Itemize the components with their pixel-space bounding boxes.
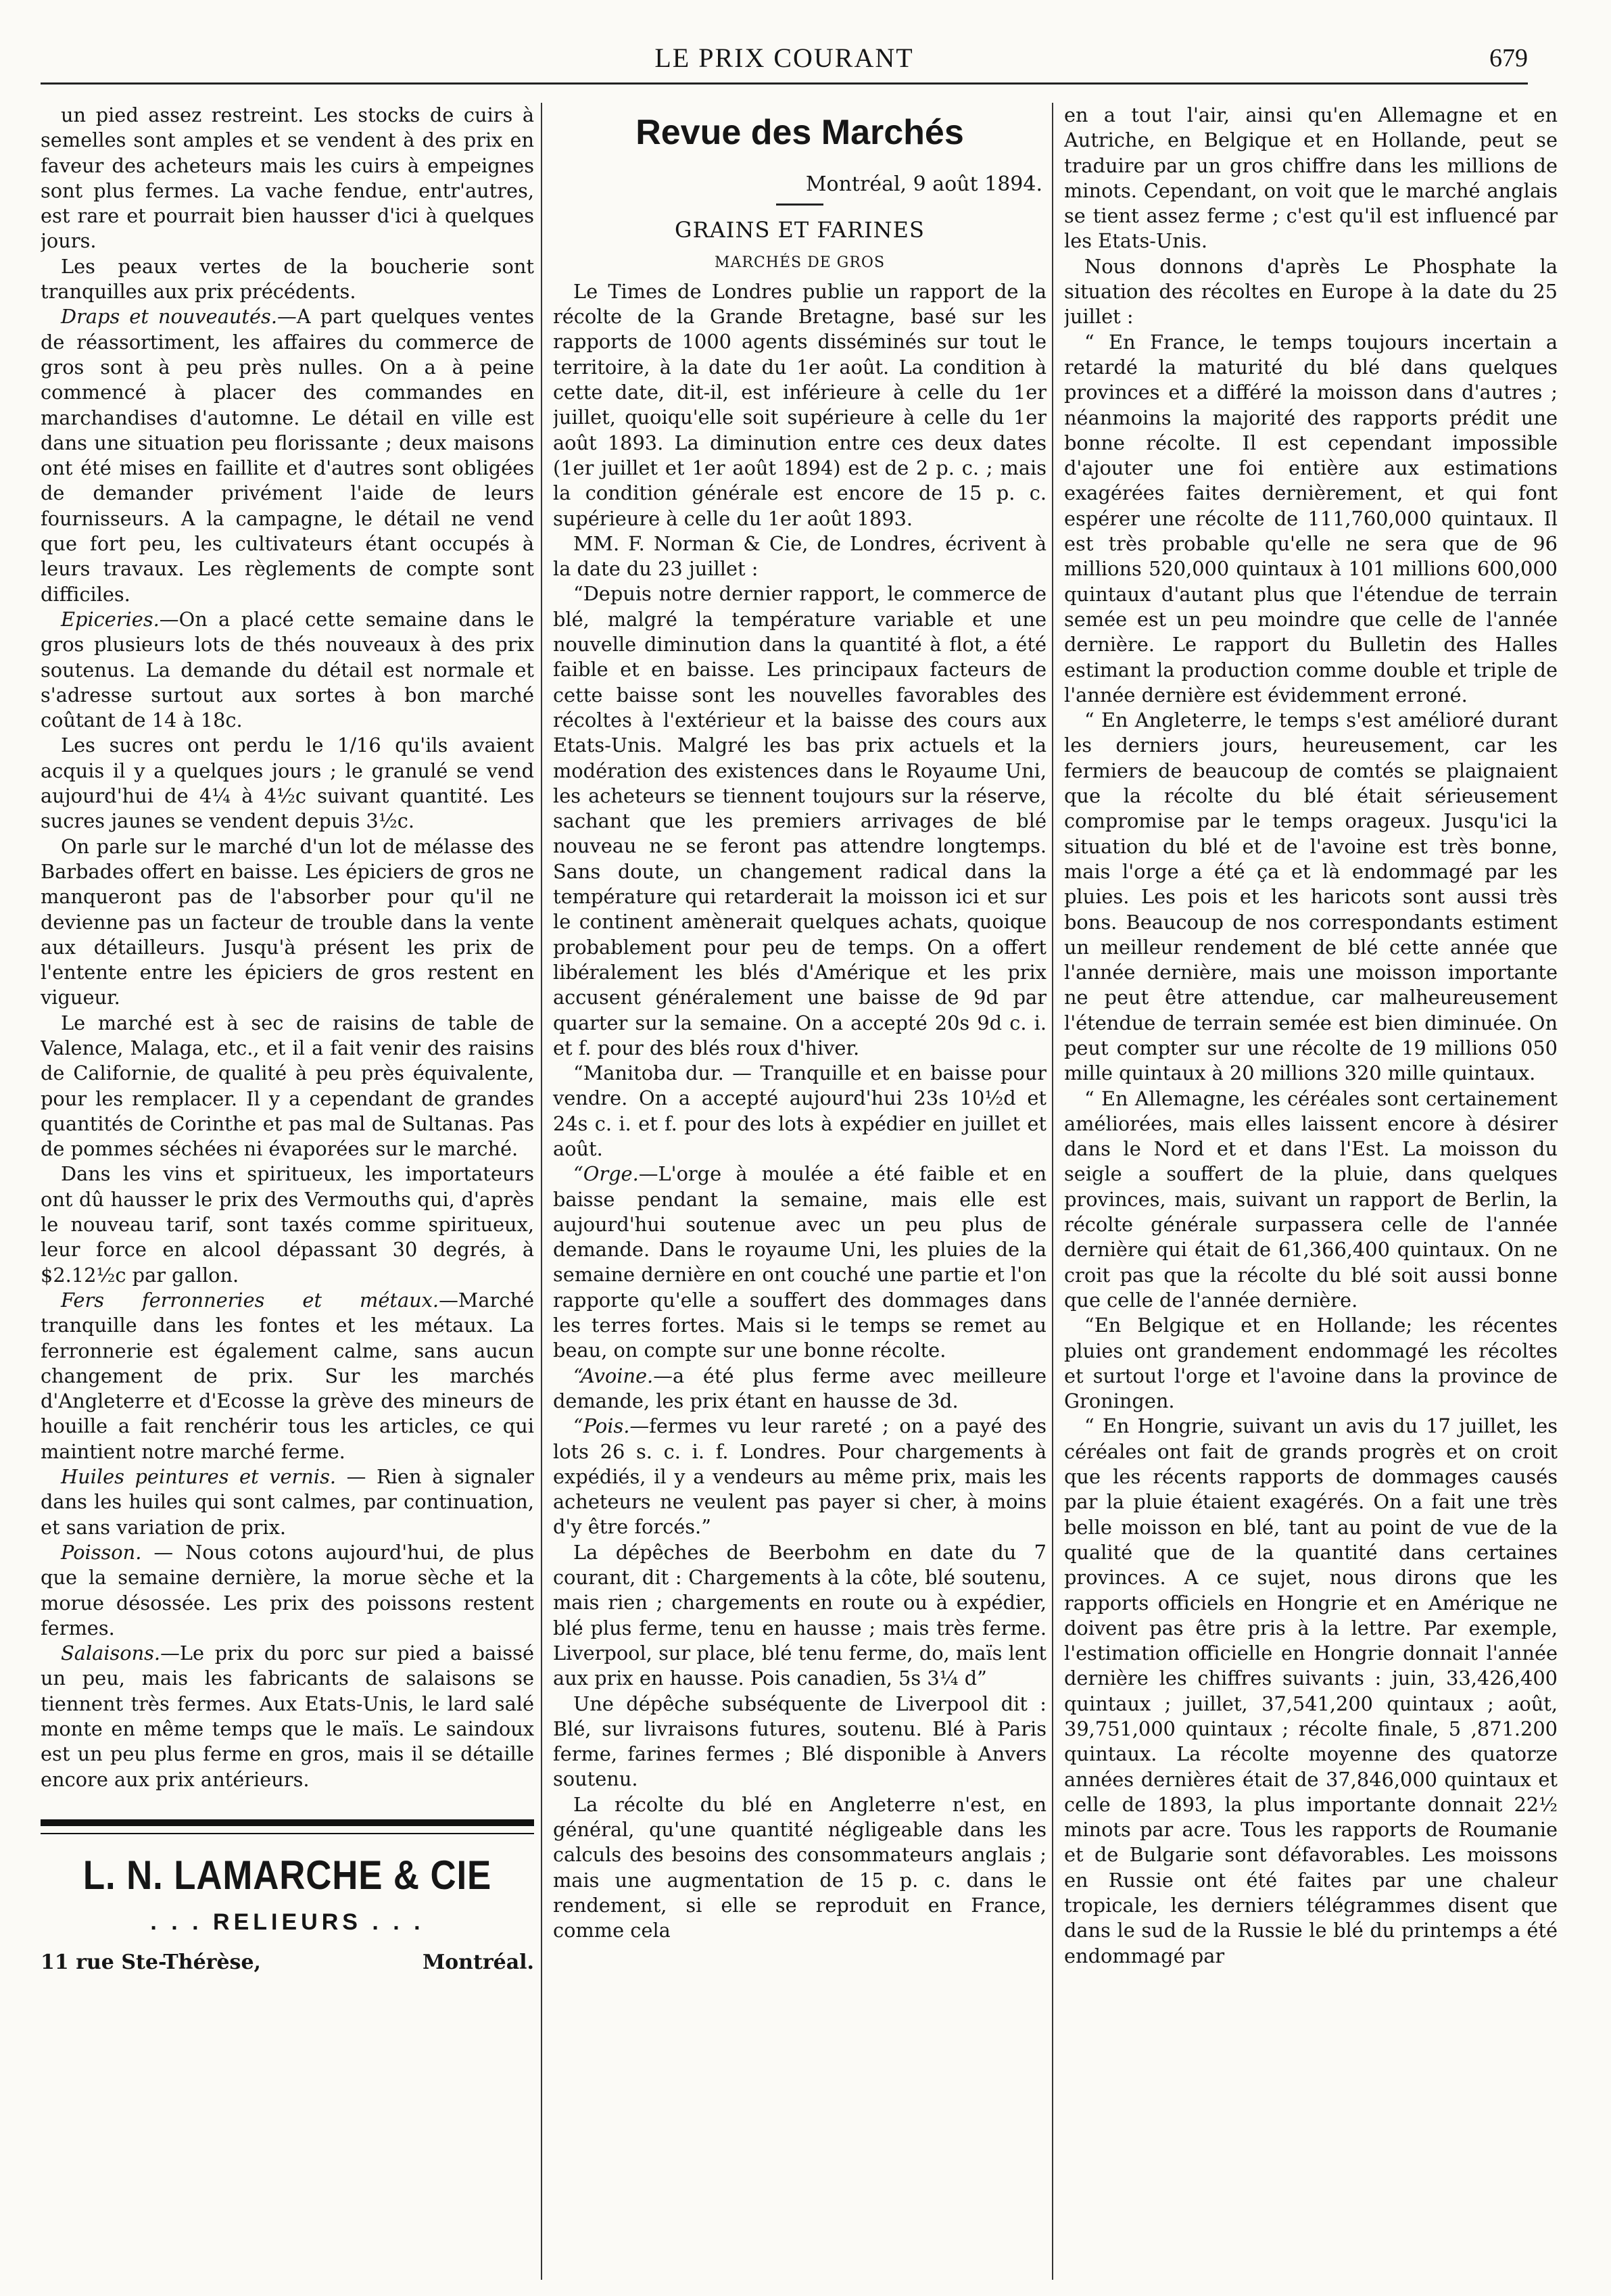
- column-right: [1064, 103, 1558, 2280]
- paragraph: [553, 1364, 1047, 1414]
- paragraph-lead: Poisson.: [61, 1540, 142, 1564]
- paragraph-text: “Manitoba dur. — Tranquille et en baisse pour vendre. On a accepté aujourd'hui 23s 10½d et 24s c. i. et f. pour des lots à expédier en juillet et août.: [553, 1061, 1047, 1160]
- paragraph-text: —Le prix du porc sur pied a baissé un peu, mais les fabricants de salaisons se tiennent très fermes. Aux Etats-Unis, le lard salé monte en même temps que le maïs. Le saindoux est un peu plus ferme en gros, mais il se détaille encore aux prix antérieurs.: [41, 1642, 534, 1791]
- paragraph: [553, 531, 1047, 582]
- paragraph-text: —A part quelques ventes de réassortiment, les affaires du commerce de gros sont à peu près nulles. On a à peine commencé à placer des commandes en marchandises d'automne. Le détail en ville est dans une situation peu florissante ; deux maisons ont été mises en faillite et d'autres sont obligées de demander privément l'aide de leurs fournisseurs. A la campagne, le détail ne vend que fort peu, les cultivateurs étant occupés à leurs travaux. Les règlements de compte sont difficiles.: [41, 305, 534, 606]
- paragraph-text: “Depuis notre dernier rapport, le commerce de blé, malgré la température variable et une nouvelle diminution dans la quantité à flot, a été faible et en baisse. Les principaux facteurs de cette baisse sont les nouvelles favorables des récoltes à l'extérieur et la baisse des cours aux Etats-Unis. Malgré les bas prix actuels et la modération des existences dans le Royaume Uni, les acheteurs se tiennent toujours sur la réserve, sachant que les premiers arrivages de blé nouveau ne se feront pas attendre longtemps. Sans doute, un changement radical dans la température qui retarderait la moisson ici et sur le continent amènerait quelques achats, quoique probablement pour peu de temps. On a offert libéralement les blés d'Amérique et les prix accusent généralement une baisse de 9d par quarter sur la semaine. On a accepté 20s 9d c. i. et f. pour des blés roux d'hiver.: [553, 582, 1047, 1059]
- paragraph: [41, 1464, 534, 1540]
- paragraph-text: Le marché est à sec de raisins de table de Valence, Malaga, etc., et il a fait venir des raisins de Californie, de qualité à peu près équivalente, pour les remplacer. Il y a cependant de grandes quantités de Corinthe et pas mal de Sultanas. Pas de pommes séchées ni évaporées sur le marché.: [41, 1011, 534, 1161]
- paragraph: [1064, 1414, 1558, 1969]
- paragraph-text: “ En Allemagne, les céréales sont certainement améliorées, mais elles laissent encore à désirer dans le Nord et et dans l'Est. La moisson du seigle a souffert de la pluie, dans quelques provinces, mais, suivant un rapport de Berlin, la récolte générale surpassera celle de l'année dernière qui était de 61,366,400 quintaux. On ne croit pas que la récolte du blé soit aussi bonne que celle de l'année dernière.: [1064, 1086, 1558, 1312]
- paragraph-text: Les peaux vertes de la boucherie sont tranquilles aux prix précédents.: [41, 254, 534, 304]
- paragraph: [553, 279, 1047, 531]
- paragraph: [41, 304, 534, 607]
- paragraph: [1064, 254, 1558, 330]
- paragraph-text: La dépêches de Beerbohm en date du 7 courant, dit : Chargements à la côte, blé soutenu, mais rien ; chargements en route ou à expédier, blé plus ferme, tenu en hausse ; mais très ferme. Liverpool, sur place, blé tenu ferme, do, maïs lent aux prix en hausse. Pois canadien, 5s 3¼ d”: [553, 1540, 1047, 1690]
- paragraph-text: — Nous cotons aujourd'hui, de plus que la semaine dernière, la morue sèche et la morue désossée. Les prix des poissons restent fermes.: [41, 1540, 534, 1640]
- paragraph-lead: Huiles peintures et vernis.: [61, 1465, 337, 1489]
- ad-thin-rule: [41, 1833, 534, 1834]
- article-title: Revue des Marchés: [635, 113, 964, 152]
- column-right-text: [1064, 103, 1558, 1969]
- paragraph-lead: Fers ferronneries et métaux.: [61, 1288, 439, 1312]
- paragraph: [553, 1414, 1047, 1539]
- paragraph: [553, 1162, 1047, 1363]
- column-middle: [553, 103, 1047, 2280]
- paragraph-text: — Rien à signaler dans les huiles qui sont calmes, par continuation, et sans variation de prix.: [41, 1465, 534, 1539]
- paragraph-text: Dans les vins et spiritueux, les importateurs ont dû hausser le prix des Vermouths qui, d'après le nouveau tarif, sont taxés comme spiritueux, leur force en alcool dépassant 30 degrés, à $2.12½c par gallon.: [41, 1162, 534, 1287]
- ad-address: 11 rue Ste-Thérèse,: [41, 1951, 261, 1975]
- dateline: Montréal, 9 août 1894.: [805, 172, 1042, 196]
- paragraph-text: un pied assez restreint. Les stocks de cuirs à semelles sont amples et se vendent à des prix en faveur des acheteurs mais les cuirs à empeignes sont plus fermes. La vache fendue, entr'autres, est rare et pourrait bien hausser d'ici à quelques jours.: [41, 103, 534, 253]
- column-divider: [541, 103, 542, 2280]
- paragraph-text: —On a placé cette semaine dans le gros plusieurs lots de thés nouveaux à des prix soutenus. La demande du détail est normale et s'adresse surtout aux sortes à bon marché coûtant de 14 à 18c.: [41, 607, 534, 732]
- paragraph: [41, 1540, 534, 1641]
- paragraph: [1064, 1086, 1558, 1314]
- paragraph-text: La récolte du blé en Angleterre n'est, en général, qu'une quantité négligeable dans les calculs des besoins des consommateurs anglais ; mais une augmentation de 15 p. c. dans le rendement, si elle se reproduit en France, comme cela: [553, 1792, 1047, 1942]
- paragraph: [553, 1792, 1047, 1944]
- paragraph: [1064, 330, 1558, 708]
- paragraph-lead: Draps et nouveautés.: [61, 305, 277, 329]
- paragraph: [1064, 1313, 1558, 1414]
- paragraph: [41, 834, 534, 1011]
- paragraph-text: “ En Angleterre, le temps s'est amélioré durant les derniers jours, heureusement, car les fermiers de beaucoup de comtés se plaignaient que la récolte du blé était sérieusement compromise par le temps orageux. Jusqu'ici la situation du blé et de l'avoine est très bonne, mais l'orge a été ça et là endommagé par les pluies. Les pois et les haricots sont aussi très bons. Beaucoup de nos correspondants estiment un meilleur rendement de blé cette année que l'année dernière, mais une moisson importante ne peut être attendue, car malheureusement l'étendue de terrain semée est bien diminuée. On peut compter sur une récolte de 19 millions 050 mille quintaux à 20 millions 320 mille quintaux.: [1064, 709, 1558, 1085]
- paragraph: [41, 103, 534, 254]
- paragraph-text: —fermes vu leur rareté ; on a payé des lots 26 s. c. i. f. Londres. Pour chargements à expédiés, il y a vendeurs au même prix, mais les acheteurs ne veulent pas payer si cher, à moins d'y être forcés.”: [553, 1414, 1047, 1539]
- paragraph: [41, 1288, 534, 1464]
- paragraph-text: “En Belgique et en Hollande; les récentes pluies ont grandement endommagé les récoltes et surtout l'orge et l'avoine dans la province de Groningen.: [1064, 1314, 1558, 1413]
- paragraph-text: Le Times de Londres publie un rapport de la récolte de la Grande Bretagne, basé sur les rapports de 1000 agents disséminés sur tout le territoire, à la date du 1er août. La condition à cette date, dit-il, est inférieure à celle du 1er juillet, quoiqu'elle soit supérieure à celle du 1er août 1893. La diminution entre ces deux dates (1er juillet et 1er août 1894) est de 2 p. c. ; mais la condition générale est encore de 15 p. c. supérieure à celle du 1er août 1893.: [553, 279, 1047, 530]
- page-header: [41, 39, 1528, 85]
- column-middle-text: [553, 279, 1047, 1944]
- paragraph: [41, 733, 534, 834]
- column-left: [41, 103, 534, 2280]
- column-divider: [1052, 103, 1053, 2280]
- paragraph-text: Les sucres ont perdu le 1/16 qu'ils avaient acquis il y a quelques jours ; le granulé se vend aujourd'hui de 4¼ à 4½c suivant quantité. Les sucres jaunes se vendent depuis 3½c.: [41, 734, 534, 833]
- paragraph: [41, 1011, 534, 1162]
- paragraph-text: —L'orge à moulée a été faible et en baisse pendant la semaine, mais elle est aujourd'hui soutenue avec un peu plus de demande. Dans le royaume Uni, les pluies de la semaine dernière en ont couché une partie et l'on rapporte qu'elle a souffert des dommages dans les terres fortes. Mais si le temps se remet au beau, on compte sur une bonne récolte.: [553, 1162, 1047, 1362]
- paragraph-text: —Marché tranquille dans les fontes et les métaux. La ferronnerie est également calme, sans aucun changement de prix. Sur les marchés d'Angleterre et d'Ecosse la grève des mineurs de houille a fait renchérir tous les articles, ce qui maintient notre marché ferme.: [41, 1288, 534, 1463]
- ad-firm-name: L. N. LAMARCHE & CIE: [82, 1852, 492, 1898]
- paragraph-lead: Epiceries.: [61, 607, 160, 631]
- paragraph-text: On parle sur le marché d'un lot de mélasse des Barbades offert en baisse. Les épiciers de gros ne manqueront pas de l'absorber pour qu'il ne devienne pas un facteur de trouble dans la vente aux détailleurs. Jusqu'à présent les prix de l'entente entre les épiciers de gros restent en vigueur.: [41, 834, 534, 1009]
- paragraph-lead: “Orge.: [573, 1162, 639, 1186]
- paragraph-text: en a tout l'air, ainsi qu'en Allemagne et en Autriche, en Belgique et en Hollande, peut se traduire par un gros chiffre dans les millions de minots. Cependant, on voit que le marché anglais se tient assez ferme ; c'est qu'il est influencé par les Etats-Unis.: [1064, 103, 1558, 253]
- paragraph: [41, 1162, 534, 1287]
- ad-city: Montréal.: [422, 1951, 534, 1975]
- subsection-heading: MARCHÉS DE GROS: [714, 254, 886, 271]
- advertisement: [41, 1819, 534, 1976]
- ad-trade: . . . RELIEURS . . .: [150, 1909, 425, 1935]
- paragraph: [553, 1540, 1047, 1692]
- paragraph: [41, 254, 534, 305]
- short-rule: [776, 204, 823, 206]
- paragraph-lead: Salaisons.: [61, 1642, 161, 1665]
- paragraph: [1064, 103, 1558, 254]
- section-heading: GRAINS ET FARINES: [675, 217, 925, 243]
- paragraph-text: “ En Hongrie, suivant un avis du 17 juillet, les céréales ont fait de grands progrès et on croit que les récents rapports de dommages causés par la pluie étaient exagérés. On a fait une très belle moisson en blé, tant au point de vue de la qualité que de la quantité dans certaines provinces. A ce sujet, nous dirons que les rapports officiels en Hongrie et en Amérique ne doivent pas être pris à la lettre. Par exemple, l'estimation officielle en Hongrie donnait l'année dernière les chiffres suivants : juin, 33,426,400 quintaux ; juillet, 37,541,200 quintaux ; août, 39,751,000 quintaux ; récolte finale, 5 ,871.200 quintaux. La récolte moyenne des quatorze années dernières était de 37,846,000 quintaux et celle de 1893, la plus importante donnait 22½ minots par acre. Tous les rapports de Roumanie et de Bulgarie sont défavorables. Les moissons en Russie ont été faites par une chaleur tropicale, les derniers télégrammes disent que dans le sud de la Russie le blé du printemps a été endommagé par: [1064, 1414, 1558, 1967]
- paragraph: [41, 607, 534, 733]
- paragraph: [1064, 708, 1558, 1086]
- paragraph-text: Une dépêche subséquente de Liverpool dit : Blé, sur livraisons futures, soutenu. Blé à Paris ferme, farines fermes ; Blé disponible à Anvers soutenu.: [553, 1692, 1047, 1791]
- ad-top-rule: [41, 1819, 534, 1826]
- page-number: 679: [1489, 44, 1528, 72]
- paragraph: [553, 1692, 1047, 1792]
- paragraph: [553, 581, 1047, 1061]
- paragraph-text: —a été plus ferme avec meilleure demande, les prix étant en hausse de 3d.: [553, 1364, 1047, 1412]
- paragraph: [553, 1061, 1047, 1162]
- paragraph-lead: “Pois.: [573, 1414, 630, 1438]
- paragraph: [41, 1641, 534, 1792]
- paragraph-text: MM. F. Norman & Cie, de Londres, écrivent à la date du 23 juillet :: [553, 531, 1047, 581]
- ad-footer: [41, 1950, 534, 1975]
- paragraph-text: “ En France, le temps toujours incertain a retardé la maturité du blé dans quelques provinces et a différé la moisson dans d'autres ; néanmoins la majorité des rapports prédit une bonne récolte. Il est cependant impossible d'ajouter une foi entière aux estimations exagérées faites dernièrement, et qui font espérer une récolte de 111,760,000 quintaux. Il est très probable qu'elle ne sera que de 96 millions 520,000 quintaux à 101 millions 600,000 quintaux d'autant plus que l'étendue de terrain semée est un peu moindre que celle de l'année dernière. Le rapport du Bulletin des Halles estimant la production comme double et triple de l'année dernière est évidemment erroné.: [1064, 330, 1558, 707]
- paragraph-lead: “Avoine.: [573, 1364, 654, 1387]
- running-title: LE PRIX COURANT: [654, 43, 914, 73]
- paragraph-text: Nous donnons d'après Le Phosphate la situation des récoltes en Europe à la date du 25 juillet :: [1064, 254, 1558, 329]
- column-left-text: [41, 103, 534, 1792]
